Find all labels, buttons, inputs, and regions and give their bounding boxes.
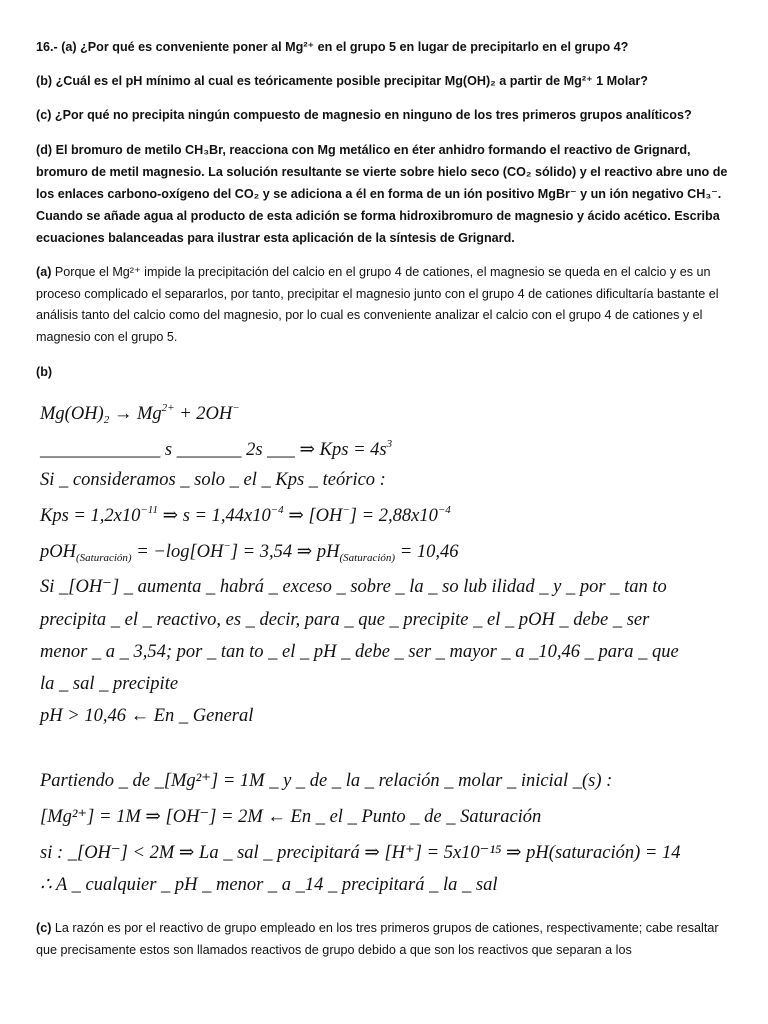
math-l5-b: = −log[OH	[131, 542, 224, 562]
math-l5-sup: −	[223, 540, 231, 552]
math-line-3: Si _ consideramos _ solo _ el _ Kps _ teórico :	[40, 470, 386, 490]
math-l5-c: ] = 3,54 ⇒ pH	[230, 542, 340, 562]
math-l1-c: + 2OH	[174, 404, 233, 424]
math-line-11: Partiendo _ de _[Mg²⁺] = 1M _ y _ de _ la _ relación _ molar _ inicial _(s) :	[40, 771, 613, 791]
math-l5-sub: (Saturación)	[75, 552, 132, 564]
math-l5-sub2: (Saturación)	[339, 552, 396, 564]
question-b: (b) ¿Cuál es el pH mínimo al cual es teóricamente posible precipitar Mg(OH)₂ a partir de Mg²⁺ 1 Molar?	[36, 74, 648, 88]
math-line-9: la _ sal _ precipite	[40, 674, 179, 694]
math-l4-sup4: −4	[437, 504, 451, 516]
math-l4-a: Kps = 1,2x10	[40, 506, 141, 526]
math-line-14: ∴ A _ cualquier _ pH _ menor _ a _14 _ precipitará _ la _ sal	[40, 875, 498, 895]
math-line-5	[40, 540, 458, 564]
math-line-8: menor _ a _ 3,54; por _ tan to _ el _ pH _ debe _ ser _ mayor _ a _10,46 _ para _ que	[40, 642, 679, 662]
answer-a	[36, 262, 740, 348]
answer-c-text: La razón es por el reactivo de grupo empleado en los tres primeros grupos de cationes, respectivamente; cabe resaltar que precisamente estos son llamados reactivos de grupo debido a que son los reactivos que separan a los	[36, 921, 719, 957]
math-line-1	[40, 402, 240, 426]
math-line-6: Si _[OH⁻] _ aumenta _ habrá _ exceso _ sobre _ la _ so lub ilidad _ y _ por _ tan to	[40, 577, 667, 597]
math-line-7: precipita _ el _ reactivo, es _ decir, para _ que _ precipite _ el _ pOH _ debe _ ser	[40, 610, 650, 630]
math-l4-sup3: −	[342, 504, 350, 516]
answer-a-label: (a)	[36, 265, 52, 279]
answer-c	[36, 918, 740, 961]
math-line-4	[40, 504, 451, 527]
math-line-13: si : _[OH⁻] < 2M ⇒ La _ sal _ precipitará ⇒ [H⁺] = 5x10⁻¹⁵ ⇒ pH(saturación) = 14	[40, 843, 681, 863]
math-l1-sup2: −	[232, 402, 240, 414]
math-l1-sup: 2+	[161, 402, 175, 414]
math-line-12: [Mg²⁺] = 1M ⇒ [OH⁻] = 2M ← En _ el _ Punto _ de _ Saturación	[40, 807, 542, 827]
math-l2-sup: 3	[386, 438, 393, 450]
answer-b-label-text: (b)	[36, 365, 53, 379]
question-d: (d) El bromuro de metilo CH₃Br, reacciona con Mg metálico en éter anhidro formando el reactivo de Grignard, bromuro de metil magnesio. La solución resultante se vierte sobre hielo seco (CO₂ sólido) y el reactivo abre uno de los enlaces carbono-oxígeno del CO₂ y se adiciona a él en forma de un ión positivo MgBr⁻ y un ión negativo CH₃⁻. Cuando se añade agua al producto de esta adición se forma hidroxibromuro de magnesio y ácido acético. Escriba ecuaciones balanceadas para ilustrar esta aplicación de la síntesis de Grignard.	[36, 143, 728, 245]
answer-b-label	[36, 362, 740, 384]
answer-c-label: (c)	[36, 921, 52, 935]
math-l4-sup2: −4	[270, 504, 284, 516]
math-l5-d: = 10,46	[395, 542, 459, 562]
math-l1-b: → Mg	[109, 404, 162, 424]
math-line-2	[40, 438, 392, 461]
math-l4-c: ⇒ [OH	[283, 506, 343, 526]
math-l1-a: Mg(OH)	[40, 404, 104, 424]
math-l1-sub: 2	[103, 414, 110, 426]
math-l4-sup1: −11	[140, 504, 158, 516]
math-l4-b: ⇒ s = 1,44x10	[157, 506, 271, 526]
answer-a-text: Porque el Mg²⁺ impide la precipitación del calcio en el grupo 4 de cationes, el magnesio se queda en el calcio y es un proceso complicado el separarlos, por tanto, precipitar el magnesio junto con el grupo 4 de cationes dificultaría bastante el análisis tanto del calcio como del magnesio, por lo cual es conveniente analizar el calcio con el grupo 4 de cationes y el magnesio con el grupo 5.	[36, 265, 719, 344]
question-c: (c) ¿Por qué no precipita ningún compuesto de magnesio en ninguno de los tres primeros grupos analíticos?	[36, 108, 692, 122]
math-l5-a: pOH	[40, 542, 76, 562]
question-a: 16.- (a) ¿Por qué es conveniente poner al Mg²⁺ en el grupo 5 en lugar de precipitarlo en el grupo 4?	[36, 40, 629, 54]
math-l2-a: _____________ s _______ 2s ___ ⇒ Kps = 4s	[40, 440, 387, 460]
math-l4-d: ] = 2,88x10	[349, 506, 438, 526]
math-line-10: pH > 10,46 ← En _ General	[40, 706, 254, 726]
